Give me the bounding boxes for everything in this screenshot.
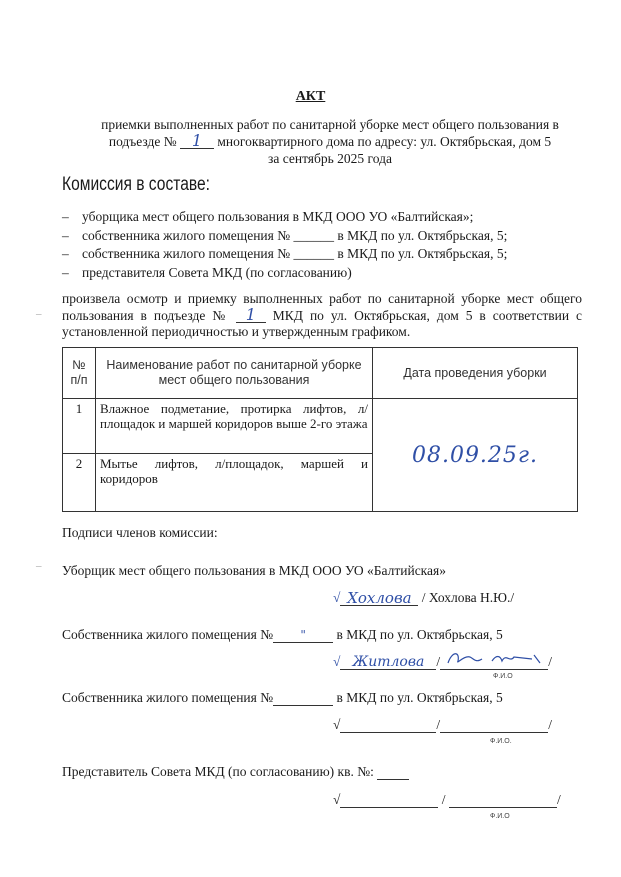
owner-2-signature-field <box>440 718 548 733</box>
cleaner-signature-line <box>333 590 514 606</box>
document-heading <box>60 116 600 167</box>
representative-apartment-field <box>377 765 409 780</box>
table-row <box>63 399 578 454</box>
cleaner-name: / Хохлова Н.Ю./ <box>421 590 515 605</box>
paragraph-part-2: МКД по ул. Октябрьская, дом 5 в соответствии с установленной периодичностью и утвержденным графиком. <box>62 307 583 339</box>
representative-name-field <box>340 793 438 808</box>
member-text: представителя Совета МКД (по согласованию) <box>82 264 352 280</box>
slash-separator: / <box>548 654 552 669</box>
check-mark: √ <box>333 717 341 732</box>
owner-label-prefix: Собственника жилого помещения № <box>62 690 274 705</box>
slash-separator: / <box>436 654 441 669</box>
owner-1-fio-caption: Ф.И.О <box>493 673 513 680</box>
member-item <box>62 208 507 227</box>
owner-label-suffix: в МКД по ул. Октябрьская, 5 <box>336 627 503 642</box>
heading-line-3: за сентябрь 2025 года <box>268 151 392 166</box>
owner-label-prefix: Собственника жилого помещения № <box>62 627 274 642</box>
owner-1-name-handwritten: Житлова <box>340 655 436 670</box>
owner-1-apartment-handwritten: " <box>273 628 333 643</box>
paragraph-entrance-number: 1 <box>236 308 266 323</box>
member-item <box>62 264 507 283</box>
row-work-name: Влажное подметание, протирка лифтов, л/площадок и маршей коридоров выше 2-го этажа <box>96 399 373 454</box>
member-text: уборщика мест общего пользования в МКД ООО УО «Балтийская»; <box>82 209 474 224</box>
dash-marker: – <box>62 209 69 224</box>
works-table <box>62 347 578 512</box>
representative-signature-field <box>449 793 557 808</box>
margin-mark: – <box>36 308 42 320</box>
header-date: Дата проведения уборки <box>373 348 578 399</box>
representative-fio-caption: Ф.И.О <box>490 813 510 820</box>
cleaner-signature-handwritten: Хохлова <box>340 591 418 606</box>
owner-1-label <box>62 627 503 643</box>
margin-mark: – <box>36 560 42 572</box>
entrance-number-handwritten: 1 <box>180 134 214 149</box>
date-handwritten: 08.09.25г. <box>411 442 539 468</box>
row-number: 2 <box>63 454 96 512</box>
representative-signature-line <box>333 792 561 808</box>
owner-2-label <box>62 690 503 706</box>
slash-separator: / <box>436 717 441 732</box>
owner-2-signature-line <box>333 717 552 733</box>
owner-2-name-field <box>340 718 436 733</box>
signature-scribble-icon <box>440 649 548 667</box>
representative-label <box>62 764 409 780</box>
heading-entrance-suffix: многоквартирного дома по адресу: ул. Октябрьская, дом 5 <box>217 134 552 149</box>
owner-2-fio-caption: Ф.И.О. <box>490 738 512 745</box>
signatures-title: Подписи членов комиссии: <box>62 525 218 540</box>
inspection-paragraph <box>62 291 582 341</box>
slash-separator: / <box>438 792 449 807</box>
dash-marker: – <box>62 264 69 280</box>
paragraph-part-1: произвела осмотр и приемку выполненных работ по санитарной уборке мест общего пользования в подъезде № <box>62 291 582 323</box>
dash-marker: – <box>62 246 69 261</box>
heading-line-2 <box>60 133 600 150</box>
check-mark: √ <box>333 792 341 807</box>
heading-line-1: приемки выполненных работ по санитарной уборке мест общего пользования в <box>101 117 559 132</box>
owner-label-suffix: в МКД по ул. Октябрьская, 5 <box>336 690 503 705</box>
check-mark: √ <box>333 590 341 605</box>
header-work-name: Наименование работ по санитарной уборке мест общего пользования <box>96 348 373 399</box>
cleaner-label: Уборщик мест общего пользования в МКД ООО УО «Балтийская» <box>62 563 446 578</box>
date-cell <box>373 399 578 512</box>
member-text: собственника жилого помещения № ______ в МКД по ул. Октябрьская, 5; <box>82 246 508 261</box>
row-work-name: Мытье лифтов, л/площадок, маршей и коридоров <box>96 454 373 512</box>
member-text: собственника жилого помещения № ______ в МКД по ул. Октябрьская, 5; <box>82 227 508 243</box>
document-title: АКТ <box>295 89 326 104</box>
heading-entrance-prefix: подъезде № <box>108 134 177 149</box>
slash-separator: / <box>548 717 552 732</box>
commission-title: Комиссия в составе: <box>62 174 210 195</box>
row-number: 1 <box>63 399 96 454</box>
owner-1-signature-field <box>440 655 548 670</box>
dash-marker: – <box>62 227 69 243</box>
table-header-row <box>63 348 578 399</box>
header-number: № п/п <box>63 348 96 399</box>
check-mark: √ <box>333 654 341 669</box>
representative-text: Представитель Совета МКД (по согласованию) кв. №: <box>62 764 374 779</box>
member-item <box>62 227 507 246</box>
member-item <box>62 245 507 264</box>
owner-1-signature-line <box>333 654 552 670</box>
owner-2-apartment-field <box>273 691 333 706</box>
commission-members-list <box>62 208 507 282</box>
slash-separator: / <box>556 792 561 807</box>
